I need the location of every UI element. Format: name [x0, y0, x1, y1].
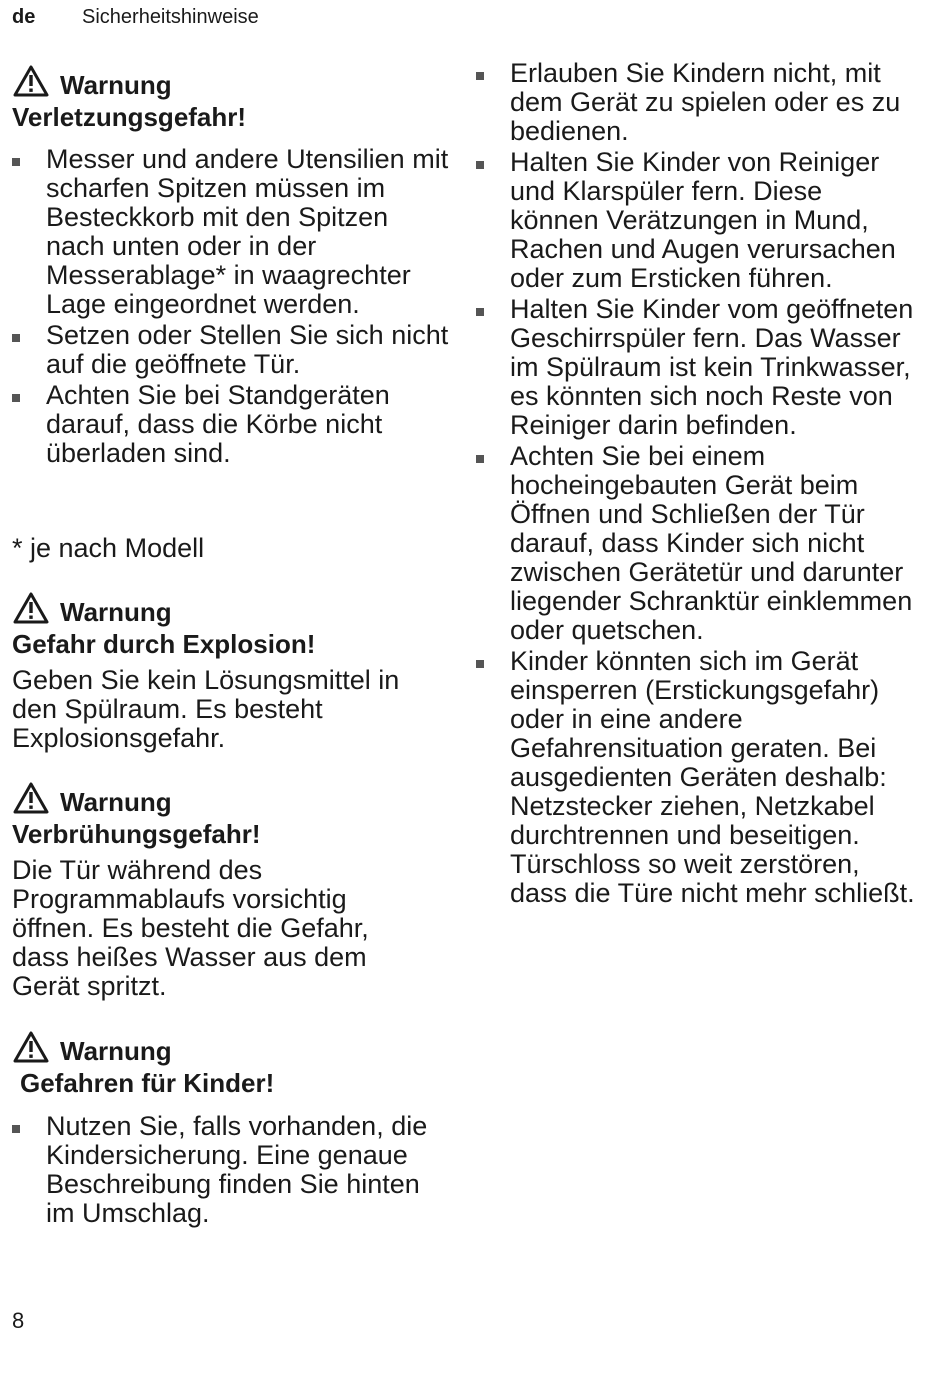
list-item: Messer und andere Utensilien mit scharfen Spitzen müssen im Besteckkorb mit den Spitzen nach unten oder in der Messerablage* in waagrechter Lage eingeordnet werden. — [12, 145, 452, 319]
list-item: Achten Sie bei Standgeräten darauf, dass die Körbe nicht überladen sind. — [12, 381, 452, 468]
warning-triangle-icon — [12, 597, 60, 627]
list-item: Kinder könnten sich im Gerät einsperren (Erstickungsgefahr) oder in eine andere Gefahrensituation geraten. Bei ausgedienten Geräten deshalb: Netzstecker ziehen, Netzkabel durchtrennen und beseitigen. Türschloss so weit zerstören, dass die Türe nicht mehr schließt. — [476, 647, 916, 908]
warning-triangle-icon — [12, 787, 60, 817]
warning-triangle-icon — [12, 70, 60, 100]
bullet-icon — [12, 394, 20, 402]
warning-label: Warnung — [60, 70, 172, 100]
warning-1-title: Verletzungsgefahr! — [12, 102, 247, 132]
warning-4-title: Gefahren für Kinder! — [20, 1068, 275, 1098]
children-safety-list — [476, 59, 916, 910]
list-item: Erlauben Sie Kindern nicht, mit dem Gerät zu spielen oder es zu bedienen. — [476, 59, 916, 146]
page-number: 8 — [12, 1308, 25, 1333]
language-code: de — [12, 6, 36, 28]
list-item: Halten Sie Kinder vom geöffneten Geschirrspüler fern. Das Wasser im Spülraum ist kein Trinkwasser, es könnten sich noch Reste von Reiniger darin befinden. — [476, 295, 916, 440]
bullet-icon — [12, 1125, 20, 1133]
bullet-icon — [476, 455, 484, 463]
warning-4-heading — [12, 1030, 172, 1068]
warning-label: Warnung — [60, 787, 172, 817]
page-header — [12, 6, 259, 29]
warning-3-text: Die Tür während des Programmablaufs vorsichtig öffnen. Es besteht die Gefahr, dass heißes Wasser aus dem Gerät spritzt. — [12, 855, 369, 1001]
bullet-icon — [476, 308, 484, 316]
warning-label: Warnung — [60, 597, 172, 627]
list-item: Achten Sie bei einem hocheingebauten Gerät beim Öffnen und Schließen der Tür darauf, dass Kinder sich nicht zwischen Gerätetür und darunter liegender Schranktür einklemmen oder quetschen. — [476, 442, 916, 645]
bullet-icon — [476, 660, 484, 668]
list-item: Halten Sie Kinder von Reiniger und Klarspüler fern. Diese können Verätzungen in Mund, Rachen und Augen verursachen oder zum Ersticken führen. — [476, 148, 916, 293]
warning-label: Warnung — [60, 1036, 172, 1066]
bullet-icon — [476, 161, 484, 169]
bullet-icon — [12, 158, 20, 166]
warning-2-heading — [12, 591, 172, 629]
warning-triangle-icon — [12, 1036, 60, 1066]
warning-3-heading — [12, 781, 172, 819]
footnote: * je nach Modell — [12, 533, 205, 563]
list-item: Nutzen Sie, falls vorhanden, die Kindersicherung. Eine genaue Beschreibung finden Sie hinten im Umschlag. — [12, 1112, 452, 1228]
bullet-icon — [12, 334, 20, 342]
bullet-icon — [476, 72, 484, 80]
warning-2-title: Gefahr durch Explosion! — [12, 629, 316, 659]
list-item: Setzen oder Stellen Sie sich nicht auf die geöffnete Tür. — [12, 321, 452, 379]
warning-3-title: Verbrühungsgefahr! — [12, 819, 261, 849]
warning-1-list — [12, 145, 452, 470]
section-title: Sicherheitshinweise — [82, 6, 259, 28]
warning-4-list — [12, 1112, 452, 1230]
warning-2-text: Geben Sie kein Lösungsmittel in den Spülraum. Es besteht Explosionsgefahr. — [12, 665, 400, 753]
warning-1-heading — [12, 64, 172, 102]
